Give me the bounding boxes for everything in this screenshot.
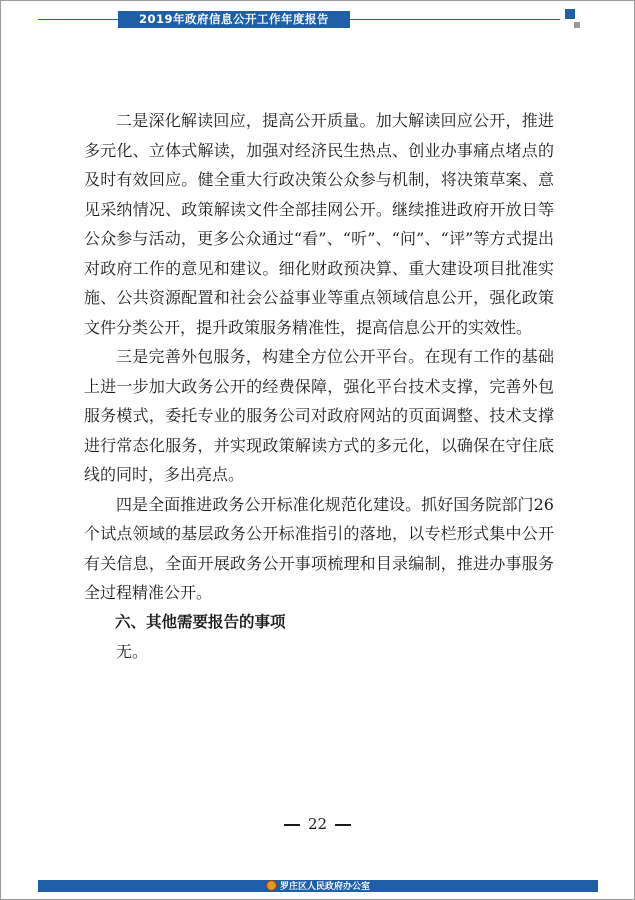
paragraph-text: 抓好国务院部门26个试点领域的基层政务公开标准指引的落地，以专栏形式集中公开有关信息，全面开展政务公开事项梳理和目录编制，推进办事服务全过程精准公开。 (84, 494, 554, 602)
paragraph-3 (84, 342, 554, 490)
section-title: 六、其他需要报告的事项 (115, 612, 286, 631)
paragraph-lead: 二是深化解读回应，提高公开质量。 (116, 111, 376, 130)
paragraph-lead: 三是完善外包服务，构建全方位公开平台。 (116, 347, 425, 366)
page-number (0, 815, 635, 833)
document-body (84, 106, 554, 667)
footer-org: 罗庄区人民政府办公室 (279, 882, 370, 892)
paragraph-lead: 四是全面推进政务公开标准化规范化建设。 (116, 494, 422, 514)
header-rule-right (350, 19, 560, 20)
section-text: 无。 (116, 642, 149, 661)
page-number-dash-right (335, 824, 351, 826)
footer-bar (38, 880, 598, 892)
page-number-value: 22 (307, 815, 328, 833)
paragraph-text: 加大解读回应公开，推进多元化、立体式解读，加强对经济民生热点、创业办事痛点堵点的及时有效回应。健全重大行政决策公众参与机制，将决策草案、意见采纳情况、政策解读文件全部挂网公开。继续推进政府开放日等公众参与活动，更多公众通过“看”、“听”、“问”、“评”等方式提出对政府工作的意见和建议。细化财政预决算、重大建设项目批准实施、公共资源配置和社会公益事业等重点领域信息公开，强化政策文件分类公开，提升政策服务精准性，提高信息公开的实效性。 (84, 111, 554, 337)
header-rule-left (38, 19, 118, 20)
page-number-dash-left (284, 824, 300, 826)
emblem-icon (266, 880, 277, 891)
paragraph-text: 在现有工作的基础上进一步加大政务公开的经费保障，强化平台技术支撑，完善外包服务模式，委托专业的服务公司对政府网站的页面调整、技术支撑进行常态化服务，并实现政策解读方式的多元化，以确保在守住底线的同时，多出亮点。 (84, 347, 554, 484)
header-title: 2019年政府信息公开工作年度报告 (118, 11, 350, 28)
header-square-blue (565, 9, 575, 19)
paragraph-2 (84, 106, 554, 342)
header-square-gray (574, 22, 580, 28)
paragraph-4 (84, 490, 554, 608)
